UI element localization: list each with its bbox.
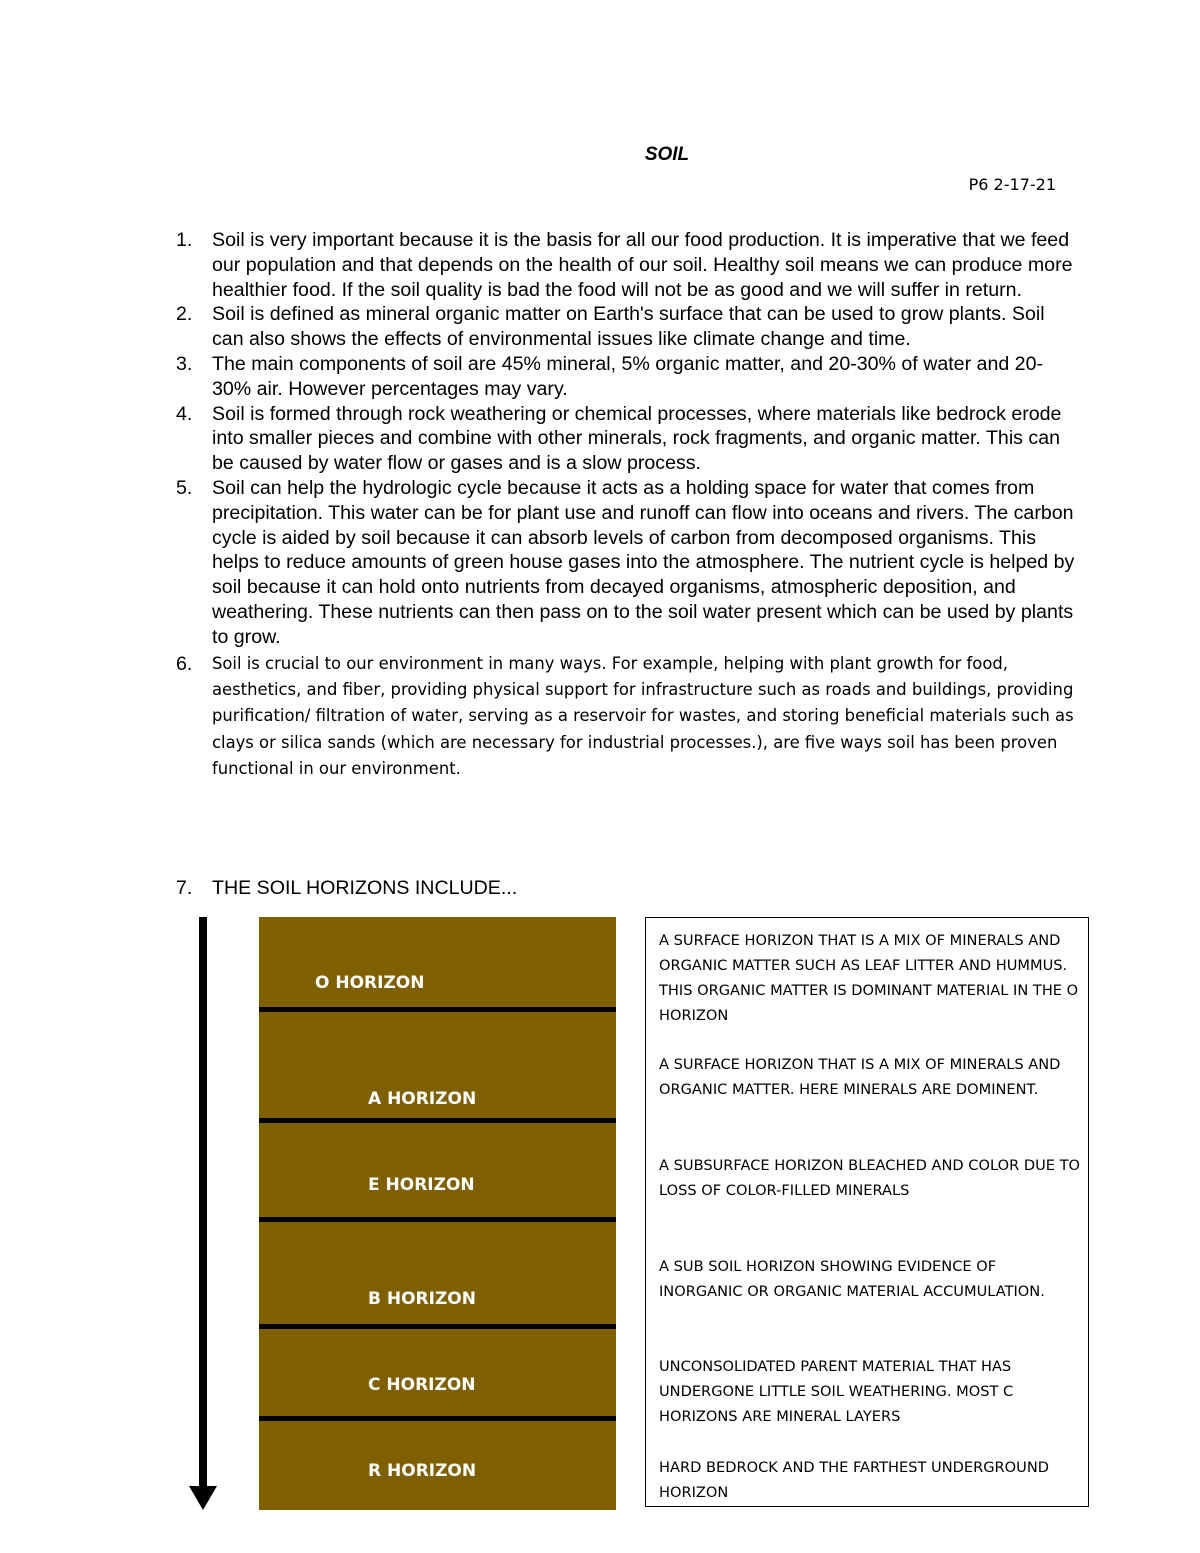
list-number: 1. (176, 229, 193, 251)
list-text: Soil is defined as mineral organic matter on Earth's surface that can be used to grow plants. Soil can also shows the effects of environmental issues like climate change and time. (212, 303, 1045, 351)
list-text: Soil is crucial to our environment in many ways. For example, helping with plant growth for food, aesthetics, and fiber, providing physical support for infrastructure such as roads and buildings, providing purification/ filtration of water, serving as a reservoir for wastes, and storing beneficial materials such as clays or silica sands (which are necessary for industrial processes.), are five ways soil has been proven functional in our environment. (212, 653, 1074, 779)
horizon-divider (259, 1217, 616, 1222)
list-item (176, 228, 1076, 302)
list-number: 6. (176, 652, 193, 675)
horizon-label: B HORIZON (368, 1289, 476, 1309)
horizon-label: E HORIZON (368, 1175, 475, 1195)
horizon-divider (259, 1416, 616, 1421)
horizon-description: A SURFACE HORIZON THAT IS A MIX OF MINERALS AND ORGANIC MATTER. HERE MINERALS ARE DOMINENT. (659, 1056, 1061, 1098)
soil-profile (259, 917, 616, 1510)
date-label: P6 2-17-21 (968, 175, 1056, 194)
list-item (176, 476, 1076, 650)
horizon-description: A SUBSURFACE HORIZON BLEACHED AND COLOR DUE TO LOSS OF COLOR-FILLED MINERALS (659, 1157, 1081, 1199)
list-number: 7. (176, 877, 193, 899)
list-number: 2. (176, 303, 193, 326)
horizon-label: R HORIZON (368, 1461, 477, 1481)
list-item (176, 402, 1076, 476)
list-number: 4. (176, 402, 193, 425)
list-number: 3. (176, 352, 193, 375)
list-item (176, 352, 1076, 402)
horizon-description: A SURFACE HORIZON THAT IS A MIX OF MINERALS AND ORGANIC MATTER SUCH AS LEAF LITTER AND HUMMUS. THIS ORGANIC MATTER IS DOMINANT MATERIAL IN THE O HORIZON (659, 932, 1079, 1024)
heading-text: THE SOIL HORIZONS INCLUDE... (212, 877, 518, 899)
arrow-down-icon (189, 1486, 217, 1510)
list-text: Soil can help the hydrologic cycle because it acts as a holding space for water that comes from precipitation. This water can be for plant use and runoff can flow into oceans and rivers. The carbon cycle is aided by soil because it can absorb levels of carbon from decomposed organisms. This helps to reduce amounts of green house gases into the atmosphere. The nutrient cycle is helped by soil because it can hold onto nutrients from decayed organisms, atmospheric deposition, and weathering. These nutrients can then pass on to the soil water present which can be used by plants to grow. (212, 476, 1075, 648)
horizon-divider (259, 1007, 616, 1012)
horizon-description: UNCONSOLIDATED PARENT MATERIAL THAT HAS UNDERGONE LITTLE SOIL WEATHERING. MOST C HORIZONS ARE MINERAL LAYERS (659, 1358, 1014, 1425)
horizon-label: O HORIZON (315, 973, 425, 993)
list-text: Soil is formed through rock weathering or chemical processes, where materials like bedrock erode into smaller pieces and combine with other minerals, rock fragments, and organic matter. This can be caused by water flow or gases and is a slow process. (212, 402, 1062, 475)
list-item (176, 651, 1076, 783)
list-number: 5. (176, 476, 193, 499)
horizon-descriptions-box (645, 917, 1089, 1507)
horizon-label: C HORIZON (368, 1375, 476, 1395)
list-text: Soil is very important because it is the basis for all our food production. It is imperative that we feed our population and that depends on the health of our soil. Healthy soil means we can produce more healthier food. If the soil quality is bad the food will not be as good and we will suffer in return. (212, 229, 1073, 301)
horizon-divider (259, 1118, 616, 1123)
horizon-description: A SUB SOIL HORIZON SHOWING EVIDENCE OF INORGANIC OR ORGANIC MATERIAL ACCUMULATION. (659, 1258, 1045, 1300)
numbered-list (176, 228, 1076, 783)
document-title: SOIL (644, 144, 690, 165)
horizon-divider (259, 1324, 616, 1329)
horizon-label: A HORIZON (368, 1089, 477, 1109)
list-item (176, 302, 1076, 352)
depth-arrow-line (199, 917, 207, 1487)
list-text: The main components of soil are 45% mineral, 5% organic matter, and 20-30% of water and 20-30% air. However percentages may vary. (212, 352, 1044, 400)
horizon-description: HARD BEDROCK AND THE FARTHEST UNDERGROUND HORIZON (659, 1459, 1050, 1501)
